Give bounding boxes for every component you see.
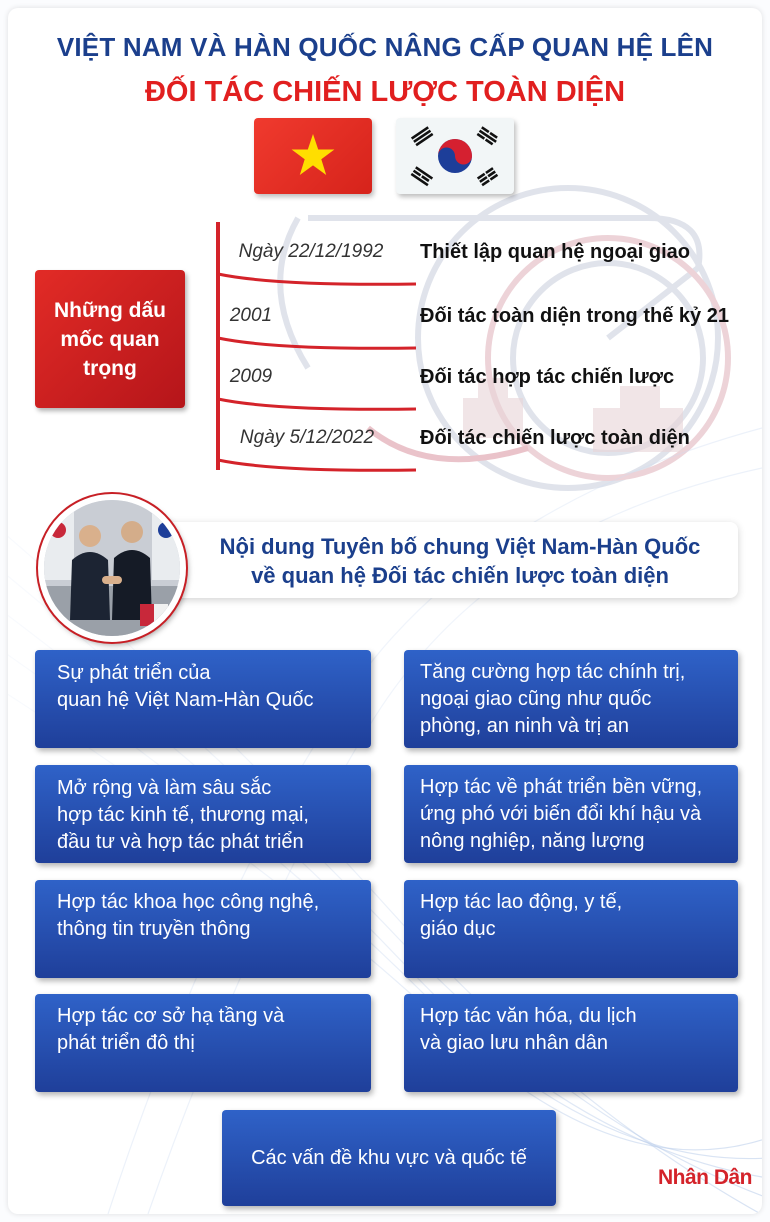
card-line: Hợp tác lao động, y tế, <box>420 891 623 913</box>
timeline-text: Đối tác chiến lược toàn diện <box>420 427 690 449</box>
card-line: giáo dục <box>420 918 496 940</box>
content-card-right-2 <box>404 765 738 863</box>
card-line: Mở rộng và làm sâu sắc <box>57 777 272 799</box>
card-line: quan hệ Việt Nam-Hàn Quốc <box>57 689 314 711</box>
card-line: ứng phó với biến đổi khí hậu và <box>420 803 702 825</box>
timeline-divider <box>216 336 416 352</box>
south-korea-flag-icon <box>396 118 514 194</box>
declaration-title-line1: Nội dung Tuyên bố chung Việt Nam-Hàn Quốc <box>219 534 701 559</box>
timeline-date: 2009 <box>229 366 273 387</box>
card-line: nông nghiệp, năng lượng <box>420 830 645 852</box>
content-card-left-2 <box>35 765 371 863</box>
card-line: phát triển đô thị <box>57 1032 195 1054</box>
timeline-text: Đối tác toàn diện trong thế kỷ 21 <box>420 305 729 327</box>
card-line: Hợp tác về phát triển bền vững, <box>420 776 703 798</box>
timeline-divider <box>216 272 416 288</box>
timeline-text: Đối tác hợp tác chiến lược <box>420 366 675 388</box>
content-card-left-4 <box>35 994 371 1092</box>
card-line: hợp tác kinh tế, thương mại, <box>57 804 309 826</box>
card-line: Tăng cường hợp tác chính trị, <box>420 661 686 683</box>
content-card-left-3 <box>35 880 371 978</box>
declaration-title <box>180 532 740 590</box>
leaders-handshake-photo <box>38 494 186 642</box>
content-card-right-1 <box>404 650 738 748</box>
page-title-line2: ĐỐI TÁC CHIẾN LƯỢC TOÀN DIỆN <box>144 76 626 108</box>
card-line: Hợp tác văn hóa, du lịch <box>420 1005 637 1027</box>
timeline-date: Ngày 22/12/1992 <box>238 241 384 262</box>
card-line: và giao lưu nhân dân <box>420 1032 608 1054</box>
content-card-right-3 <box>404 880 738 978</box>
page-title-line1: VIỆT NAM VÀ HÀN QUỐC NÂNG CẤP QUAN HỆ LÊN <box>56 32 714 62</box>
card-line: phòng, an ninh và trị an <box>420 715 630 737</box>
content-card-right-4 <box>404 994 738 1092</box>
timeline-date: 2001 <box>229 305 273 326</box>
timeline-text: Thiết lập quan hệ ngoại giao <box>420 241 691 263</box>
content-card-left-1 <box>35 650 371 748</box>
card-line: Hợp tác cơ sở hạ tầng và <box>57 1005 285 1027</box>
card-line: thông tin truyền thông <box>57 918 251 940</box>
card-line: Hợp tác khoa học công nghệ, <box>57 891 320 913</box>
declaration-title-line2: về quan hệ Đối tác chiến lược toàn diện <box>251 563 669 588</box>
nhan-dan-logo: Nhân Dân <box>658 1166 753 1189</box>
timeline-divider <box>216 397 416 413</box>
card-line: đầu tư và hợp tác phát triển <box>57 831 304 853</box>
timeline-date: Ngày 5/12/2022 <box>239 427 375 448</box>
milestones-heading: Những dấu mốc quan trọng <box>53 298 167 380</box>
card-line: ngoại giao cũng như quốc <box>420 688 652 710</box>
vietnam-flag-icon <box>254 118 372 194</box>
timeline-divider <box>216 458 416 474</box>
content-card-final: Các vấn đề khu vực và quốc tế <box>222 1110 556 1206</box>
card-line: Sự phát triển của <box>57 662 211 684</box>
